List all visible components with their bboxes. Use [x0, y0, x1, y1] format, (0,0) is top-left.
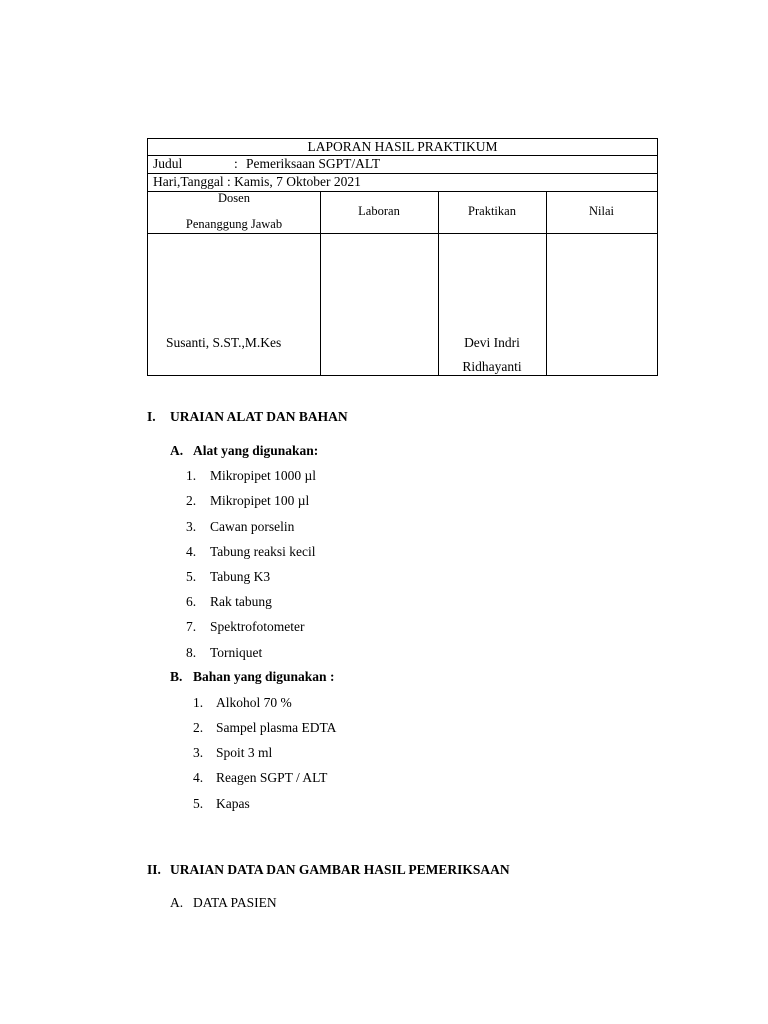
list-item: Alkohol 70 % — [216, 695, 292, 710]
list-item: Tabung K3 — [210, 569, 271, 584]
list-item-number: 1. — [193, 695, 204, 710]
table-column-rule — [546, 192, 547, 375]
section-1-numeral: I. — [147, 409, 156, 424]
report-header-table — [147, 138, 658, 376]
list-item: Spektrofotometer — [210, 619, 305, 634]
subsection-2a-letter: A. — [170, 895, 184, 910]
judul-separator: : — [234, 156, 238, 171]
subsection-b-title: Bahan yang digunakan : — [193, 669, 335, 684]
list-item-number: 3. — [186, 519, 197, 534]
col-header-laboran: Laboran — [358, 204, 400, 218]
list-item-number: 5. — [186, 569, 197, 584]
judul-label: Judul — [153, 156, 183, 171]
judul-value: Pemeriksaan SGPT/ALT — [246, 156, 381, 171]
subsection-a-letter: A. — [170, 443, 184, 458]
praktikan-name-line1: Devi Indri — [464, 335, 520, 350]
subsection-a-title: Alat yang digunakan: — [193, 443, 319, 458]
list-item: Torniquet — [210, 645, 263, 660]
list-item: Rak tabung — [210, 594, 272, 609]
col-header-penanggung-jawab: Penanggung Jawab — [185, 217, 283, 231]
list-item-number: 5. — [193, 796, 204, 811]
list-item-number: 7. — [186, 619, 197, 634]
report-title: LAPORAN HASIL PRAKTIKUM — [307, 139, 498, 154]
section-1-title: URAIAN ALAT DAN BAHAN — [170, 409, 348, 424]
section-2-numeral: II. — [147, 862, 161, 877]
list-item: Reagen SGPT / ALT — [216, 770, 328, 785]
table-column-rule — [320, 192, 321, 375]
list-item: Tabung reaksi kecil — [210, 544, 316, 559]
hari-tanggal: Hari,Tanggal : Kamis, 7 Oktober 2021 — [153, 174, 361, 189]
praktikan-name-line2: Ridhayanti — [462, 359, 522, 374]
col-header-praktikan: Praktikan — [468, 204, 516, 218]
list-item-number: 4. — [186, 544, 197, 559]
list-item: Mikropipet 100 µl — [210, 493, 310, 508]
subsection-b-letter: B. — [170, 669, 183, 684]
list-item-number: 8. — [186, 645, 197, 660]
dosen-name: Susanti, S.ST.,M.Kes — [166, 335, 282, 350]
list-item-number: 2. — [186, 493, 197, 508]
section-2-title: URAIAN DATA DAN GAMBAR HASIL PEMERIKSAAN — [170, 862, 510, 877]
list-item: Sampel plasma EDTA — [216, 720, 337, 735]
list-item-number: 4. — [193, 770, 204, 785]
list-item: Kapas — [216, 796, 250, 811]
table-rule — [148, 155, 657, 156]
list-item: Mikropipet 1000 µl — [210, 468, 317, 483]
col-header-dosen: Dosen — [218, 191, 250, 205]
list-item-number: 3. — [193, 745, 204, 760]
list-item: Spoit 3 ml — [216, 745, 273, 760]
table-rule — [148, 233, 657, 234]
list-item: Cawan porselin — [210, 519, 295, 534]
subsection-2a-title: DATA PASIEN — [193, 895, 277, 910]
list-item-number: 2. — [193, 720, 204, 735]
list-item-number: 6. — [186, 594, 197, 609]
col-header-nilai: Nilai — [589, 204, 614, 218]
list-item-number: 1. — [186, 468, 197, 483]
